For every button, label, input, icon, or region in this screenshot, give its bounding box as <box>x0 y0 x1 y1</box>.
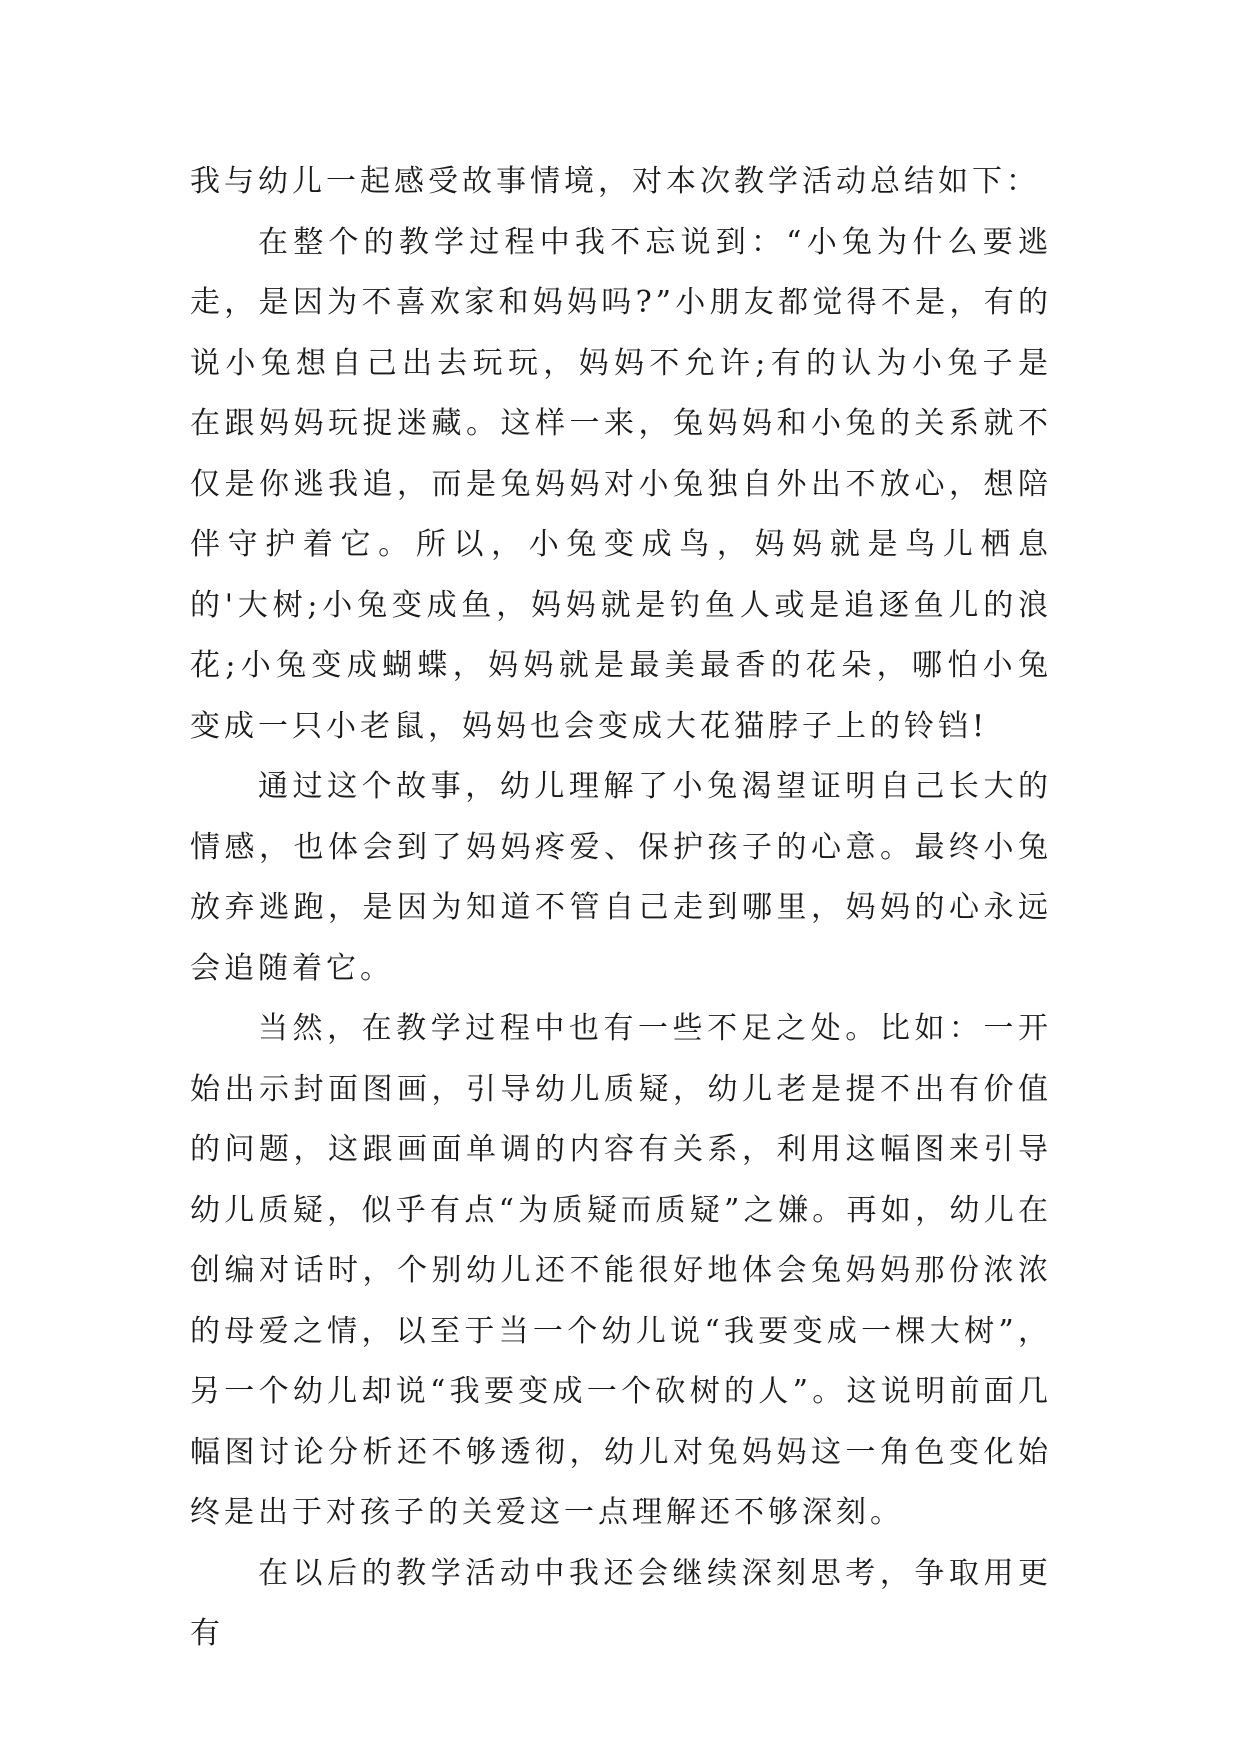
paragraph-continuation: 我与幼儿一起感受故事情境，对本次教学活动总结如下： <box>190 164 1040 199</box>
paragraph-future-plans: 在以后的教学活动中我还会继续深刻思考，争取用更有 <box>190 1555 1052 1651</box>
paragraph-shortcomings: 当然，在教学过程中也有一些不足之处。比如：一开始出示封面图画，引导幼儿质疑，幼儿老是提不出有价值的问题，这跟画面单调的内容有关系，利用这幅图来引导幼儿质疑，似乎有点“为质疑而质疑”之嫌。再如，幼儿在创编对话时，个别幼儿还不能很好地体会兔妈妈那份浓浓的母爱之情，以至于当一个幼儿说“我要变成一棵大树”，另一个幼儿却说“我要变成一个砍树的人”。这说明前面几幅图讨论分析还不够透彻，幼儿对兔妈妈这一角色变化始终是出于对孩子的关爱这一点理解还不够深刻。 <box>190 1011 1052 1530</box>
paragraph-story-understanding: 通过这个故事，幼儿理解了小兔渴望证明自己长大的情感，也体会到了妈妈疼爱、保护孩子的心意。最终小兔放弃逃跑，是因为知道不管自己走到哪里，妈妈的心永远会追随着它。 <box>190 769 1052 986</box>
document-body <box>190 152 1052 1665</box>
paragraph-teaching-process: 在整个的教学过程中我不忘说到：“小兔为什么要逃走，是因为不喜欢家和妈妈吗?”小朋友都觉得不是，有的说小兔想自己出去玩玩，妈妈不允许;有的认为小兔子是在跟妈妈玩捉迷藏。这样一来，兔妈妈和小兔的关系就不仅是你逃我追，而是兔妈妈对小兔独自外出不放心，想陪伴守护着它。所以，小兔变成鸟，妈妈就是鸟儿栖息的'大树;小兔变成鱼，妈妈就是钓鱼人或是追逐鱼儿的浪花;小兔变成蝴蝶，妈妈就是最美最香的花朵，哪怕小兔变成一只小老鼠，妈妈也会变成大花猫脖子上的铃铛! <box>190 224 1052 744</box>
